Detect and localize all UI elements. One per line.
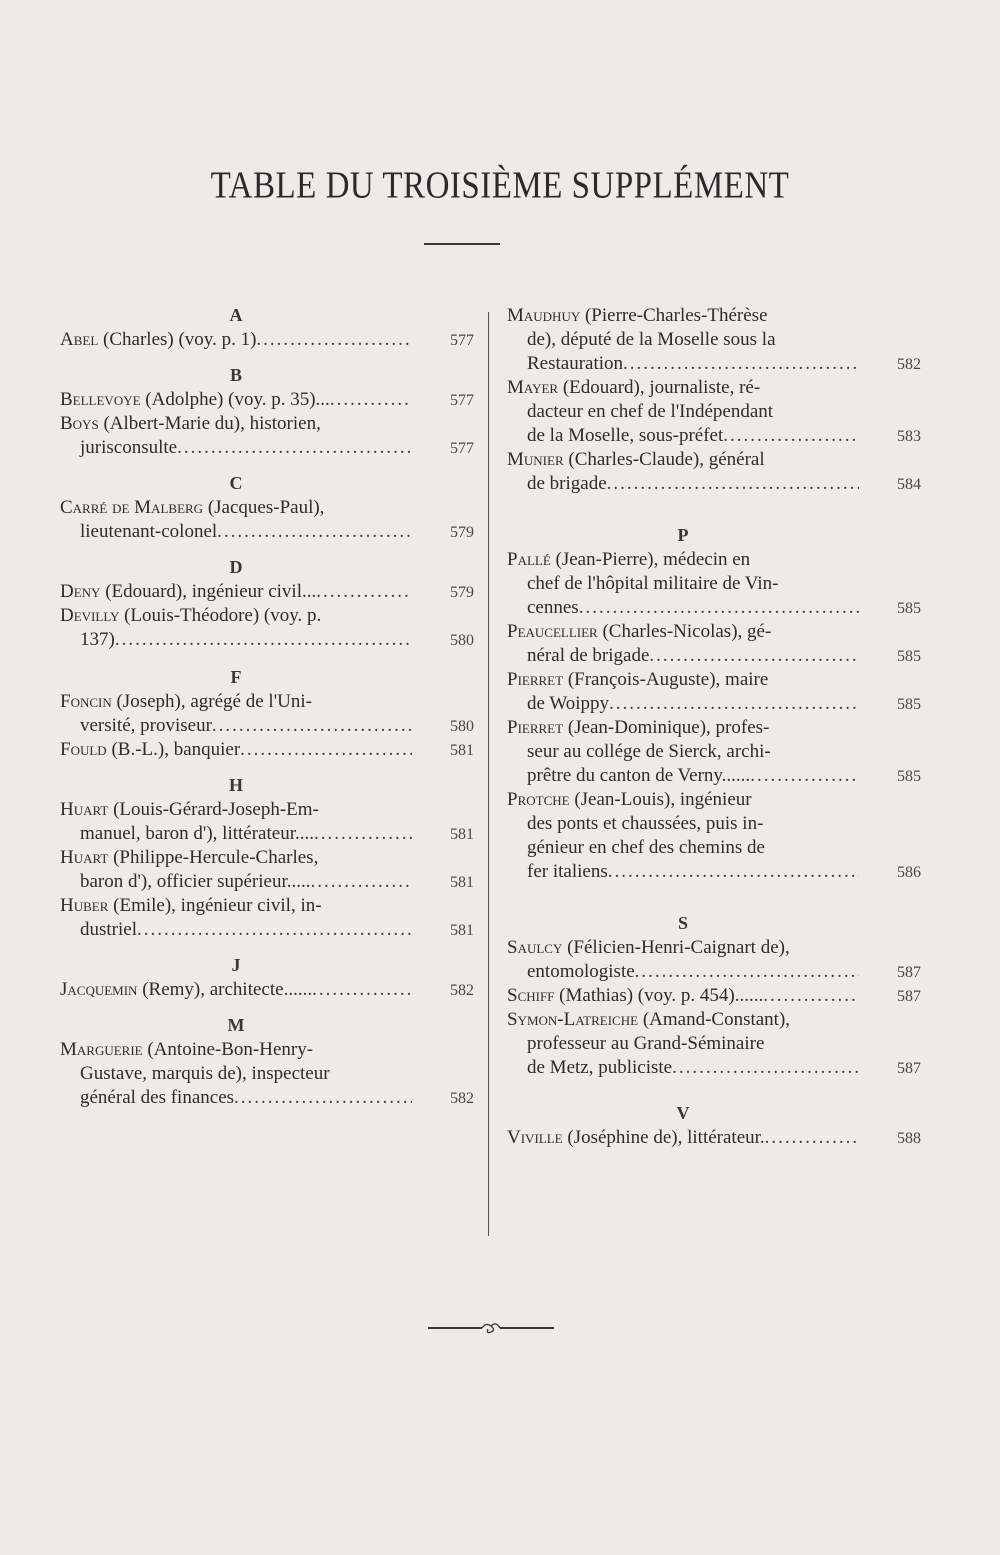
entry-text: (Jean-Pierre), médecin en xyxy=(555,549,751,570)
dot-leader xyxy=(177,436,412,460)
entry-text: professeur au Grand-Séminaire xyxy=(527,1033,765,1054)
entry-text: (Emile), ingénieur civil, in- xyxy=(113,895,322,916)
entry-line xyxy=(507,572,921,596)
entry-line-text: Restauration xyxy=(527,353,624,374)
page-number: 577 xyxy=(450,440,474,457)
entry-line xyxy=(507,448,921,472)
index-entry xyxy=(507,448,921,496)
dot-leader xyxy=(609,692,859,716)
index-entry xyxy=(507,376,921,448)
page-number: 582 xyxy=(450,1090,474,1107)
index-entry xyxy=(507,1126,921,1150)
index-section xyxy=(60,664,474,762)
entry-name: Huart xyxy=(60,847,109,868)
entry-text: chef de l'hôpital militaire de Vin- xyxy=(527,573,779,594)
right-column xyxy=(507,300,921,1150)
section-letter: A xyxy=(229,305,243,325)
index-entry xyxy=(507,936,921,984)
entry-line xyxy=(507,596,921,620)
entry-line xyxy=(60,436,474,460)
entry-line-text: de Woippy xyxy=(527,693,610,714)
index-entry xyxy=(60,388,474,412)
entry-line xyxy=(507,692,921,716)
entry-name: Peaucellier xyxy=(507,621,598,642)
dot-leader xyxy=(763,984,859,1008)
page-number: 581 xyxy=(450,874,474,891)
entry-line-text: (Joséphine de), littérateur. xyxy=(567,1127,765,1148)
entry-text: (Joseph), agrégé de l'Uni- xyxy=(116,691,312,712)
section-letter: H xyxy=(228,775,243,795)
entry-line xyxy=(60,1038,474,1062)
entry-text xyxy=(80,918,137,942)
section-letter: M xyxy=(227,1015,245,1035)
section-letter: V xyxy=(676,1103,690,1123)
entry-line xyxy=(507,1126,921,1150)
entry-line xyxy=(60,822,474,846)
entry-line xyxy=(507,936,921,960)
index-entry xyxy=(60,690,474,738)
entry-line xyxy=(507,424,921,448)
entry-line xyxy=(507,1032,921,1056)
index-entry xyxy=(60,1038,474,1110)
dot-leader xyxy=(672,1056,859,1080)
entry-line xyxy=(507,668,921,692)
dot-leader xyxy=(217,520,412,544)
entry-line-text: de Metz, publiciste xyxy=(527,1057,673,1078)
entry-name: Pierret xyxy=(507,717,564,738)
entry-line xyxy=(507,1008,921,1032)
section-letter: J xyxy=(231,955,241,975)
entry-line-text: entomologiste xyxy=(527,961,635,982)
entry-line-text: baron d'), officier supérieur..... xyxy=(80,871,311,892)
index-section xyxy=(60,362,474,460)
entry-name: Fould xyxy=(60,739,107,760)
index-section xyxy=(60,470,474,544)
entry-line-text: (Mathias) (voy. p. 454)...... xyxy=(559,985,764,1006)
entry-text: (Amand-Constant), xyxy=(642,1009,791,1030)
entry-line-text: (Edouard), ingénieur civil... xyxy=(105,581,317,602)
entry-line xyxy=(60,388,474,412)
page-number: 585 xyxy=(897,768,921,785)
index-entry xyxy=(60,328,474,352)
entry-line xyxy=(507,860,921,884)
index-section xyxy=(60,772,474,942)
entry-line-text: (Remy), architecte...... xyxy=(142,979,313,1000)
dot-leader xyxy=(312,978,412,1002)
index-entry xyxy=(507,548,921,620)
entry-line xyxy=(60,1062,474,1086)
entry-line-text: néral de brigade xyxy=(527,645,650,666)
entry-line xyxy=(60,328,474,352)
page-number: 580 xyxy=(450,632,474,649)
entry-line-text: (B.-L.), banquier xyxy=(111,739,241,760)
entry-name: Abel xyxy=(60,329,99,350)
entry-line-text: dustriel xyxy=(80,919,137,940)
entry-line xyxy=(507,304,921,328)
page-number: 587 xyxy=(897,988,921,1005)
section-letter: C xyxy=(229,473,243,493)
entry-text xyxy=(80,714,212,738)
index-entry xyxy=(60,496,474,544)
entry-text xyxy=(60,978,312,1002)
entry-text: seur au collége de Sierck, archi- xyxy=(527,741,771,762)
entry-line xyxy=(60,580,474,604)
entry-line xyxy=(60,690,474,714)
dot-leader xyxy=(310,870,412,894)
page-number: 579 xyxy=(450,584,474,601)
section-letter: D xyxy=(229,557,243,577)
index-entry xyxy=(507,984,921,1008)
index-entry xyxy=(60,604,474,652)
entry-text: (Jean-Dominique), profes- xyxy=(567,717,770,738)
entry-line-text: (Charles) (voy. p. 1) xyxy=(103,329,257,350)
index-section xyxy=(507,1100,921,1150)
entry-name: Carré de Malberg xyxy=(60,497,204,518)
section-letter: B xyxy=(229,365,242,385)
entry-line xyxy=(507,984,921,1008)
entry-text xyxy=(80,870,310,894)
entry-line-text: 137) xyxy=(80,629,115,650)
entry-text xyxy=(527,860,608,884)
entry-line-text: jurisconsulte xyxy=(80,437,178,458)
entry-text: (Edouard), journaliste, ré- xyxy=(562,377,761,398)
entry-line xyxy=(507,400,921,424)
entry-line xyxy=(60,496,474,520)
title-rule xyxy=(424,243,500,245)
dot-leader xyxy=(316,580,412,604)
entry-text: dacteur en chef de l'Indépendant xyxy=(527,401,774,422)
entry-line-text: de la Moselle, sous-préfet xyxy=(527,425,724,446)
page-number: 581 xyxy=(450,742,474,759)
entry-name: Marguerie xyxy=(60,1039,143,1060)
page-number: 577 xyxy=(450,392,474,409)
page-number: 587 xyxy=(897,1060,921,1077)
page-number: 585 xyxy=(897,600,921,617)
entry-line-text: lieutenant-colonel xyxy=(80,521,218,542)
entry-name: Pierret xyxy=(507,669,564,690)
entry-text xyxy=(80,520,217,544)
index-entry xyxy=(507,1008,921,1080)
dot-leader xyxy=(635,960,859,984)
entry-line xyxy=(60,846,474,870)
entry-line xyxy=(507,644,921,668)
entry-line xyxy=(507,812,921,836)
page-number: 586 xyxy=(897,864,921,881)
index-entry xyxy=(507,716,921,788)
entry-text: (Philippe-Hercule-Charles, xyxy=(113,847,319,868)
index-entry xyxy=(507,304,921,376)
entry-text xyxy=(527,644,649,668)
entry-name: Foncin xyxy=(60,691,112,712)
entry-line-text: de brigade xyxy=(527,473,607,494)
entry-text: (Jean-Louis), ingénieur xyxy=(574,789,752,810)
entry-text xyxy=(80,1086,234,1110)
entry-text xyxy=(60,580,316,604)
section-letter: S xyxy=(677,913,688,933)
entry-text xyxy=(507,984,763,1008)
dot-leader xyxy=(607,472,859,496)
dot-leader xyxy=(330,388,412,412)
entry-text xyxy=(527,596,579,620)
index-entry xyxy=(60,978,474,1002)
entry-text xyxy=(527,352,623,376)
entry-text xyxy=(527,472,607,496)
index-entry xyxy=(507,668,921,716)
page-number: 579 xyxy=(450,524,474,541)
entry-line-text: manuel, baron d'), littérateur.... xyxy=(80,823,314,844)
dot-leader xyxy=(234,1086,412,1110)
index-section xyxy=(507,522,921,884)
index-entry xyxy=(60,798,474,846)
entry-name: Bellevoye xyxy=(60,389,141,410)
entry-text: des ponts et chaussées, puis in- xyxy=(527,813,764,834)
entry-text xyxy=(80,436,177,460)
page-number: 582 xyxy=(450,982,474,999)
entry-text: (Jacques-Paul), xyxy=(207,497,325,518)
index-entry xyxy=(60,412,474,460)
entry-text xyxy=(60,738,240,762)
entry-text: génieur en chef des chemins de xyxy=(527,837,765,858)
entry-text xyxy=(60,388,330,412)
entry-line-text: général des finances xyxy=(80,1087,235,1108)
dot-leader xyxy=(750,764,859,788)
column-divider xyxy=(488,312,489,1236)
entry-line xyxy=(507,764,921,788)
dot-leader xyxy=(608,860,859,884)
dot-leader xyxy=(212,714,412,738)
entry-line-text: fer italiens xyxy=(527,861,608,882)
entry-name: Maudhuy xyxy=(507,305,581,326)
entry-line xyxy=(507,472,921,496)
entry-line xyxy=(507,740,921,764)
page-number: 588 xyxy=(897,1130,921,1147)
entry-text: (François-Auguste), maire xyxy=(567,669,769,690)
entry-line xyxy=(507,716,921,740)
entry-line xyxy=(60,798,474,822)
entry-name: Schiff xyxy=(507,985,555,1006)
page-number: 581 xyxy=(450,826,474,843)
dot-leader xyxy=(240,738,412,762)
entry-name: Pallé xyxy=(507,549,551,570)
entry-text xyxy=(80,822,314,846)
dot-leader xyxy=(579,596,859,620)
entry-text: (Charles-Nicolas), gé- xyxy=(602,621,772,642)
entry-text: (Pierre-Charles-Thérèse xyxy=(584,305,768,326)
entry-line xyxy=(60,978,474,1002)
entry-text: (Albert-Marie du), historien, xyxy=(103,413,321,434)
page-title: TABLE DU TROISIÈME SUPPLÉMENT xyxy=(210,165,790,207)
entry-line xyxy=(507,352,921,376)
entry-line xyxy=(60,714,474,738)
entry-line xyxy=(60,894,474,918)
entry-text xyxy=(80,628,115,652)
index-entry xyxy=(60,580,474,604)
entry-name: Huber xyxy=(60,895,109,916)
entry-line xyxy=(507,1056,921,1080)
dot-leader xyxy=(256,328,412,352)
entry-name: Mayer xyxy=(507,377,559,398)
page-number: 583 xyxy=(897,428,921,445)
index-section xyxy=(60,952,474,1002)
entry-text: Gustave, marquis de), inspecteur xyxy=(80,1063,330,1084)
page-number: 585 xyxy=(897,696,921,713)
entry-name: Viville xyxy=(507,1127,563,1148)
entry-line xyxy=(507,960,921,984)
entry-name: Munier xyxy=(507,449,564,470)
entry-name: Saulcy xyxy=(507,937,563,958)
entry-text xyxy=(527,764,750,788)
index-section xyxy=(60,1012,474,1110)
entry-line-text: versité, proviseur xyxy=(80,715,212,736)
dot-leader xyxy=(137,918,412,942)
dot-leader xyxy=(314,822,412,846)
section-letter: F xyxy=(230,667,242,687)
entry-line-text: cennes xyxy=(527,597,579,618)
entry-text: (Antoine-Bon-Henry- xyxy=(147,1039,314,1060)
entry-line xyxy=(507,376,921,400)
entry-line xyxy=(507,328,921,352)
page-number: 587 xyxy=(897,964,921,981)
entry-line xyxy=(60,870,474,894)
dot-leader xyxy=(649,644,859,668)
entry-line xyxy=(507,620,921,644)
entry-line xyxy=(60,628,474,652)
dot-leader xyxy=(623,352,859,376)
entry-name: Huart xyxy=(60,799,109,820)
entry-name: Boys xyxy=(60,413,99,434)
index-entry xyxy=(60,894,474,942)
entry-text xyxy=(60,328,256,352)
page-number: 577 xyxy=(450,332,474,349)
entry-line xyxy=(60,412,474,436)
entry-line xyxy=(60,520,474,544)
section-letter: P xyxy=(677,525,689,545)
page-number: 582 xyxy=(897,356,921,373)
left-column xyxy=(60,300,474,1110)
entry-line-text: prêtre du canton de Verny...... xyxy=(527,765,751,786)
page-number: 581 xyxy=(450,922,474,939)
dot-leader xyxy=(115,628,412,652)
index-section xyxy=(60,554,474,652)
page-number: 584 xyxy=(897,476,921,493)
index-entry xyxy=(60,846,474,894)
entry-text xyxy=(527,960,635,984)
entry-name: Protche xyxy=(507,789,570,810)
entry-line xyxy=(60,918,474,942)
dot-leader xyxy=(723,424,859,448)
entry-line xyxy=(60,604,474,628)
entry-name: Devilly xyxy=(60,605,120,626)
entry-text xyxy=(527,1056,672,1080)
page-number: 580 xyxy=(450,718,474,735)
entry-text xyxy=(527,692,609,716)
entry-text: (Louis-Théodore) (voy. p. xyxy=(124,605,322,626)
entry-line xyxy=(507,836,921,860)
entry-line-text: (Adolphe) (voy. p. 35)... xyxy=(145,389,330,410)
entry-name: Deny xyxy=(60,581,101,602)
entry-line xyxy=(60,738,474,762)
index-entry xyxy=(507,620,921,668)
entry-text: (Félicien-Henri-Caignart de), xyxy=(567,937,790,958)
page-number: 585 xyxy=(897,648,921,665)
entry-line xyxy=(507,788,921,812)
entry-line xyxy=(507,548,921,572)
entry-name: Jacquemin xyxy=(60,979,138,1000)
dot-leader xyxy=(765,1126,859,1150)
index-entry xyxy=(507,788,921,884)
entry-line xyxy=(60,1086,474,1110)
index-section xyxy=(507,910,921,1080)
entry-name: Symon-Latreiche xyxy=(507,1009,639,1030)
index-entry xyxy=(60,738,474,762)
entry-text: (Louis-Gérard-Joseph-Em- xyxy=(113,799,319,820)
entry-text xyxy=(527,424,723,448)
entry-text xyxy=(507,1126,765,1150)
entry-text: (Charles-Claude), général xyxy=(568,449,765,470)
index-section xyxy=(60,302,474,352)
end-ornament xyxy=(428,1318,554,1338)
index-section xyxy=(507,304,921,496)
entry-text: de), député de la Moselle sous la xyxy=(527,329,776,350)
